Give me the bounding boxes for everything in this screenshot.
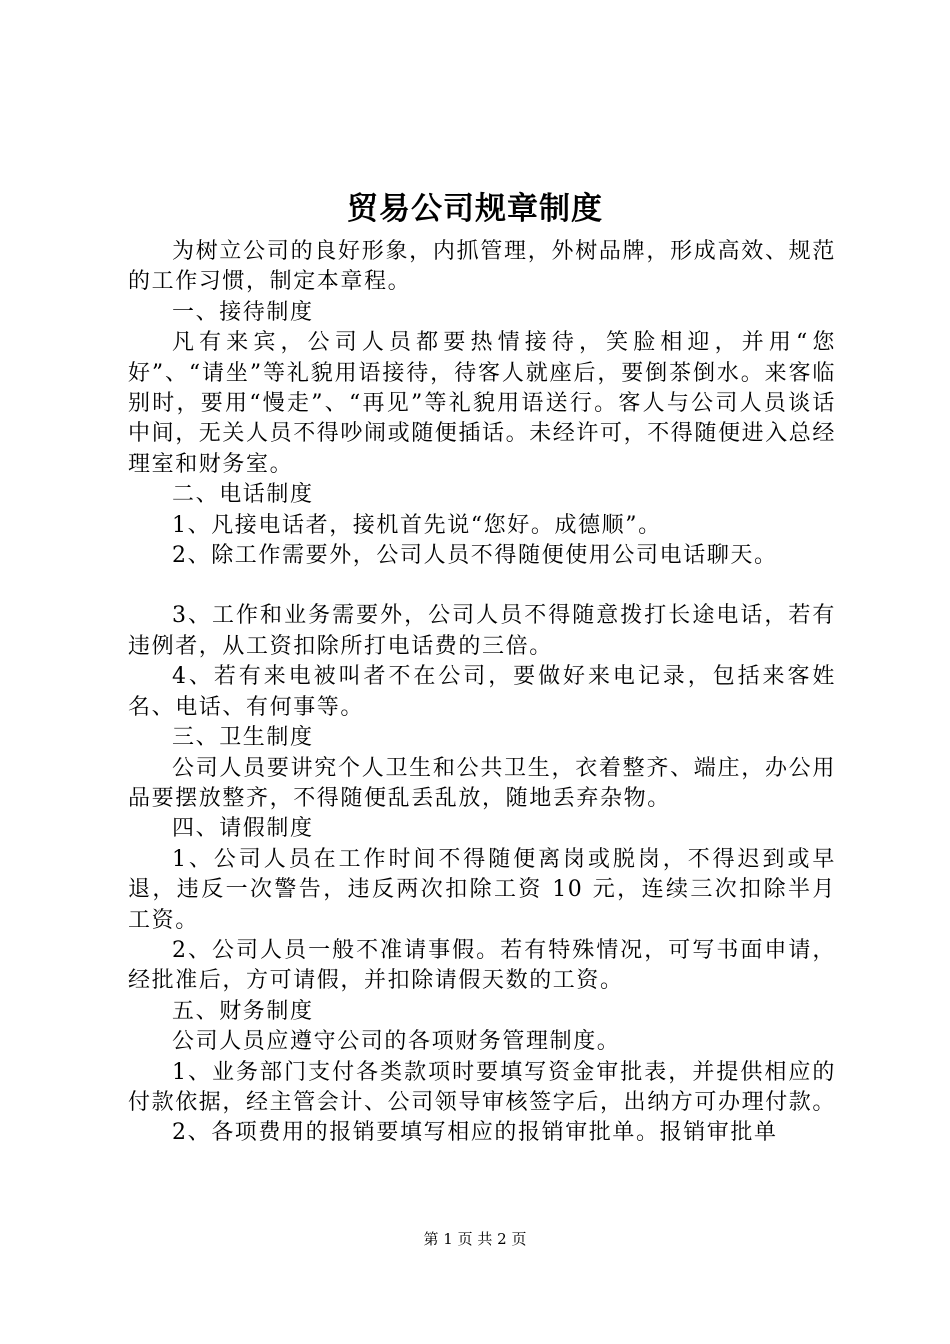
page-footer: 第 1 页 共 2 页 — [423, 1230, 527, 1248]
paragraph: 1、业务部门支付各类款项时要填写资金审批表，并提供相应的付款依据，经主管会计、公司领导审核签字后，出纳方可办理付款。 — [128, 1059, 837, 1115]
section-heading: 三、卫生制度 — [172, 725, 314, 751]
paragraph: 为树立公司的良好形象，内抓管理，外树品牌，形成高效、规范的工作习惯，制定本章程。 — [128, 239, 836, 295]
paragraph: 公司人员要讲究个人卫生和公共卫生，衣着整齐、端庄，办公用品要摆放整齐，不得随便乱丢乱放，随地丢弃杂物。 — [128, 755, 836, 811]
paragraph: 凡有来宾，公司人员都要热情接待，笑脸相迎，并用“您好”、“请坐”等礼貌用语接待，待客人就座后，要倒茶倒水。来客临别时，要用“慢走”、“再见”等礼貌用语送行。客人与公司人员谈话中间，无关人员不得吵闹或随便插话。未经许可，不得随便进入总经理室和财务室。 — [128, 330, 837, 477]
paragraph: 3、工作和业务需要外，公司人员不得随意拨打长途电话，若有违例者，从工资扣除所打电话费的三倍。 — [128, 603, 836, 659]
paragraph: 2、除工作需要外，公司人员不得随便使用公司电话聊天。 — [172, 543, 778, 569]
section-heading: 二、电话制度 — [172, 482, 314, 508]
paragraph: 公司人员应遵守公司的各项财务管理制度。 — [172, 1029, 621, 1055]
paragraph: 2、各项费用的报销要填写相应的报销审批单。报销审批单 — [172, 1120, 778, 1146]
paragraph: 1、公司人员在工作时间不得随便离岗或脱岗，不得迟到或早退，违反一次警告，违反两次扣除工资 10 元，连续三次扣除半月工资。 — [128, 846, 836, 933]
paragraph: 1、凡接电话者，接机首先说“您好。成德顺”。 — [172, 512, 662, 538]
paragraph-gap — [128, 571, 836, 601]
section-heading: 四、请假制度 — [172, 816, 314, 842]
section-heading: 五、财务制度 — [172, 998, 314, 1024]
paragraph: 4、若有来电被叫者不在公司，要做好来电记录，包括来客姓名、电话、有何事等。 — [128, 664, 836, 720]
document-title: 贸易公司规章制度 — [347, 191, 603, 227]
paragraph: 2、公司人员一般不准请事假。若有特殊情况，可写书面申请，经批准后，方可请假，并扣除请假天数的工资。 — [128, 937, 836, 994]
document-body — [128, 237, 836, 1149]
section-heading: 一、接待制度 — [172, 299, 314, 325]
